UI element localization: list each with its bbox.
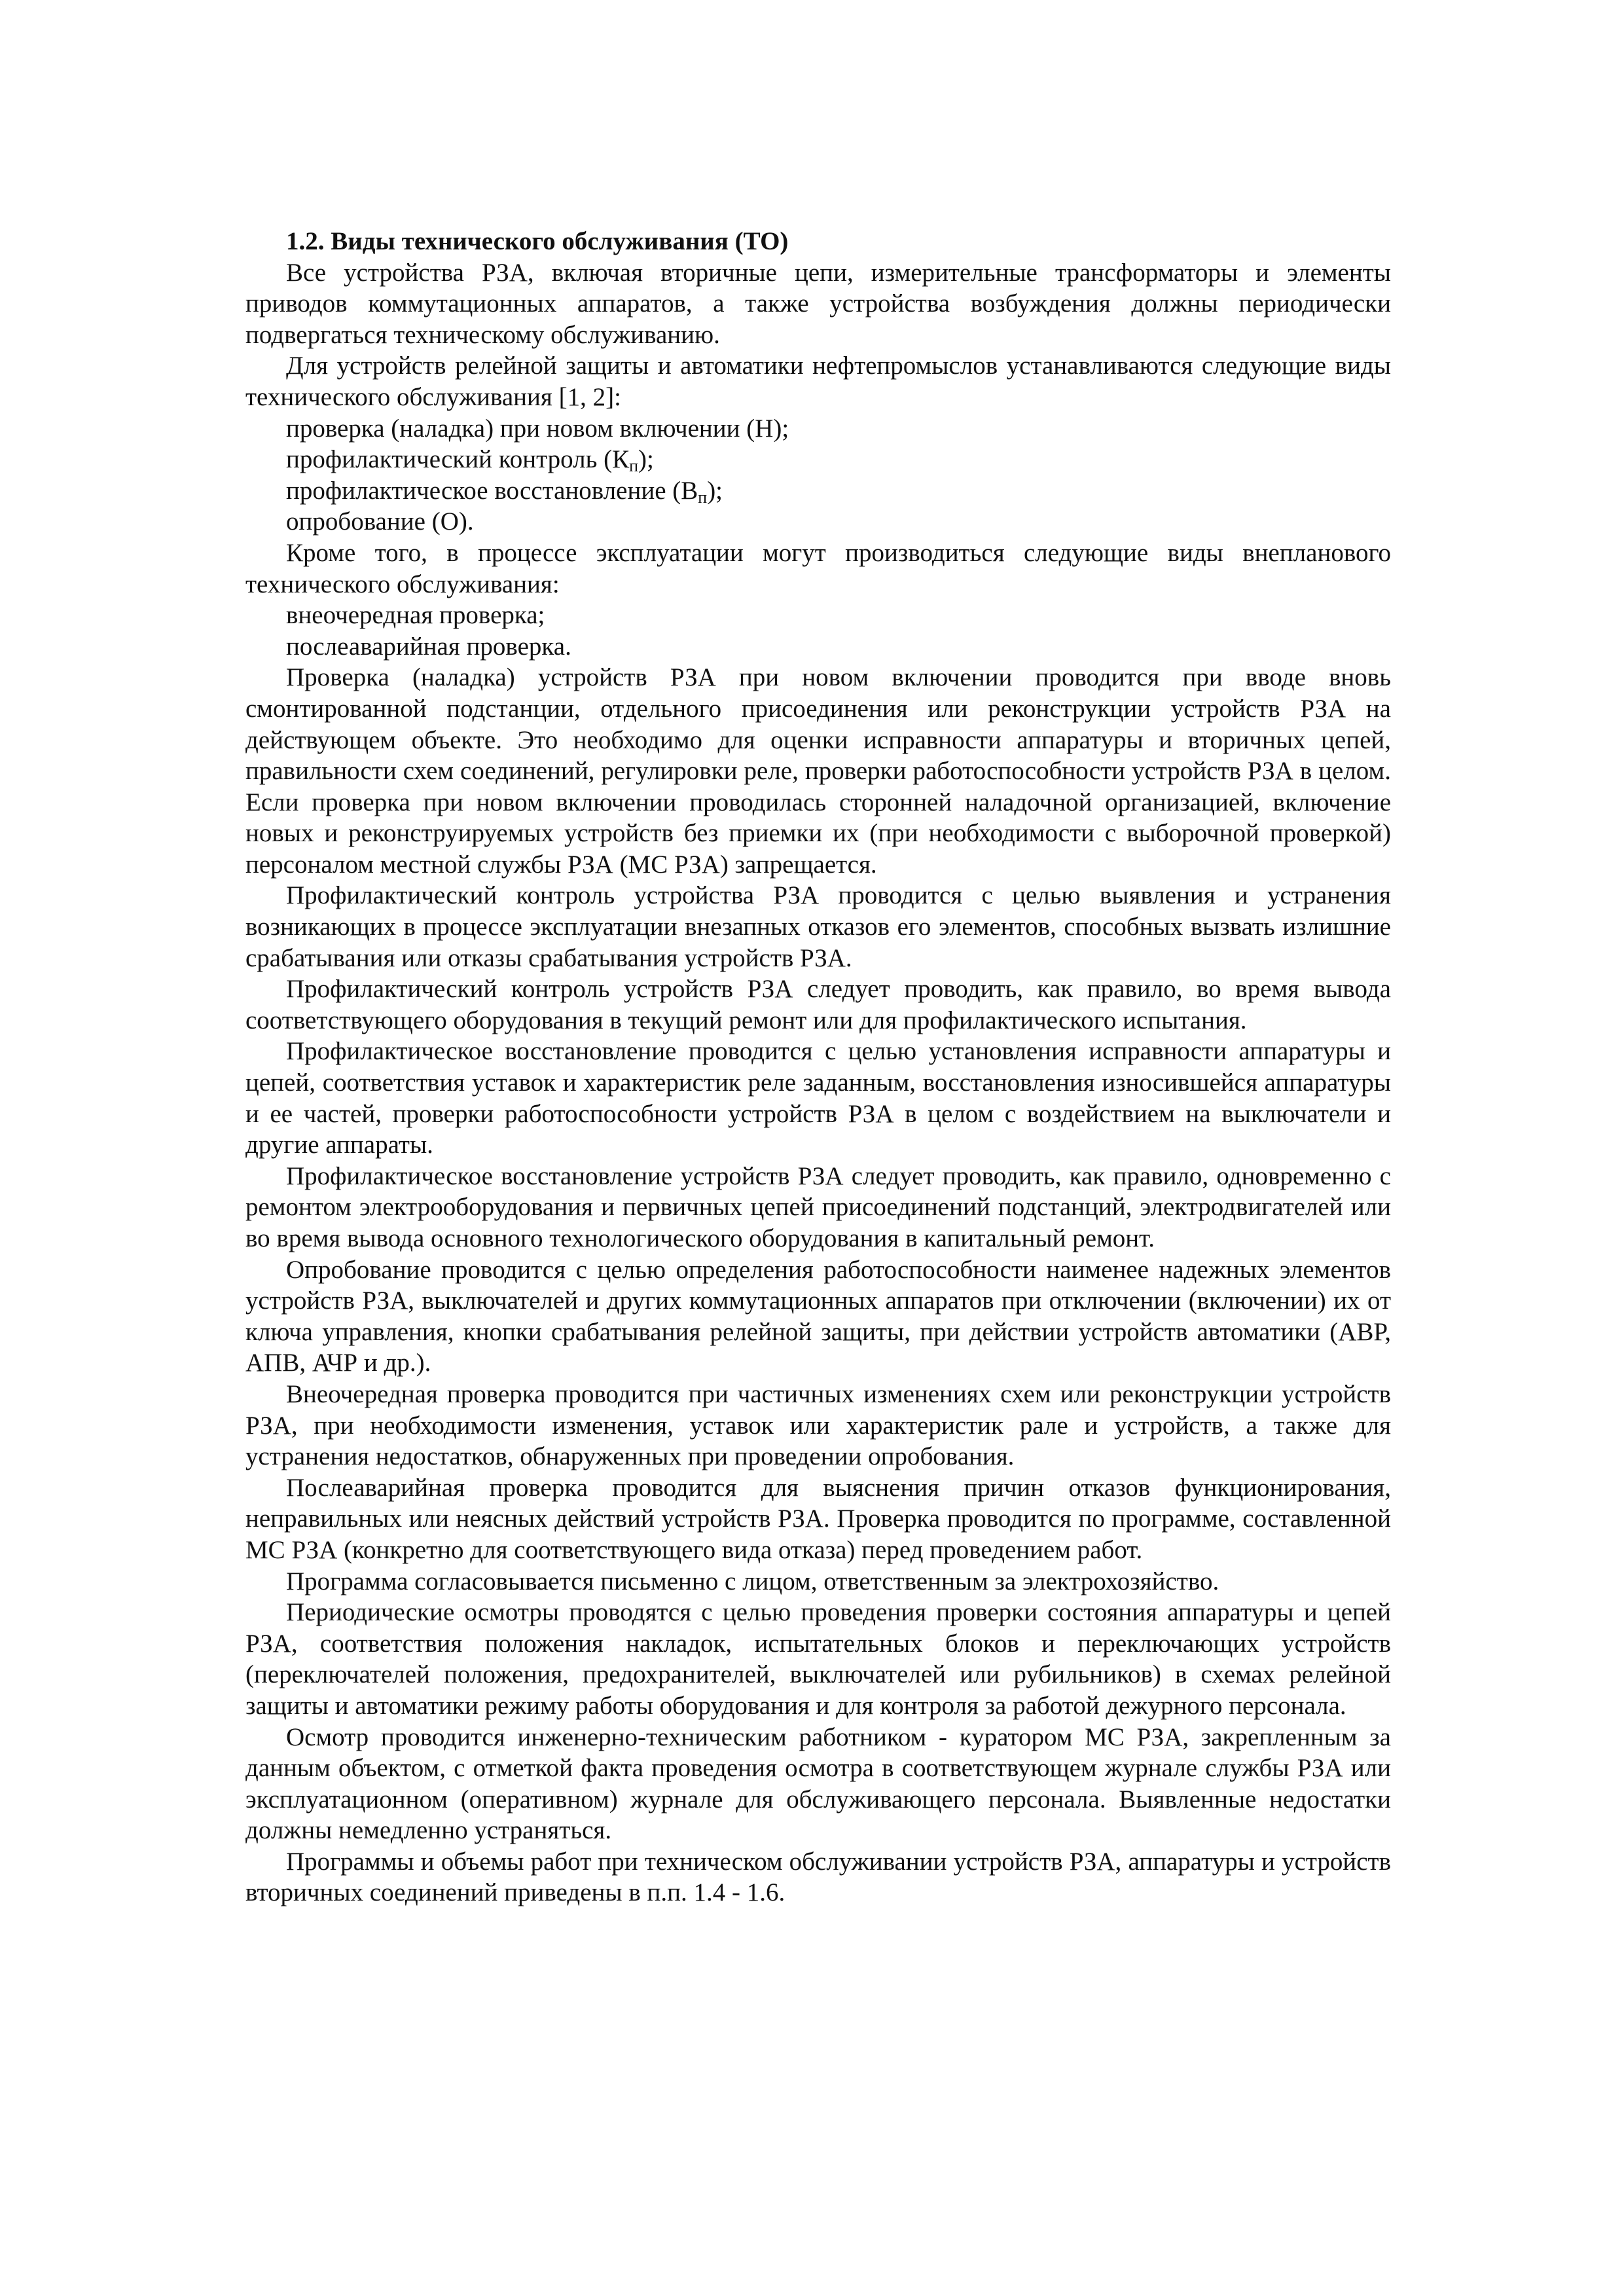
list-item-extraordinary-check: внеочередная проверка; [286, 601, 545, 630]
list-item-new-commissioning: проверка (наладка) при новом включении (Н); [286, 414, 789, 443]
paragraph-work-programs: Программы и объемы работ при техническом обслуживании устройств РЗА, аппаратуры и устройств вторичных соединений приведены в п.п. 1.4 - 1.6. [245, 1847, 1391, 1907]
paragraph-preventive-restoration: Профилактическое восстановление проводится с целью установления исправности аппаратуры и цепей, соответствия уставок и характеристик реле заданным, восстановления износившейся аппаратуры и ее частей, проверки работоспособности устройств РЗА в целом с воздействием на выключатели и другие аппараты. [245, 1037, 1391, 1159]
paragraph-new-commissioning: Проверка (наладка) устройств РЗА при новом включении проводится при вводе вновь смонтированной подстанции, отдельного присоединения или реконструкции устройств РЗА на действующем объекте. Это необходимо для оценки исправности аппаратуры и вторичных цепей, правильности схем соединений, регулировки реле, проверки работоспособности устройств РЗА в целом. Если проверка при новом включении проводилась сторонней наладочной организацией, включение новых и реконструируемых устройств без приемки их (при необходимости с выборочной проверкой) персоналом местной службы РЗА (МС РЗА) запрещается. [245, 663, 1391, 879]
paragraph-post-accident-check: Послеаварийная проверка проводится для выяснения причин отказов функционирования, неправильных или неясных действий устройств РЗА. Проверка проводится по программе, составленной МС РЗА (конкретно для соответствующего вида отказа) перед проведением работ. [245, 1473, 1391, 1564]
paragraph-program-approval: Программа согласовывается письменно с лицом, ответственным за электрохозяйство. [286, 1567, 1219, 1595]
paragraph-preventive-control: Профилактический контроль устройства РЗА проводится с целью выявления и устранения возникающих в процессе эксплуатации внезапных отказов его элементов, способных вызвать излишние срабатывания или отказы срабатывания устройств РЗА. [245, 881, 1391, 972]
list-item-end: ); [638, 445, 654, 474]
list-item-preventive-restoration [245, 475, 1391, 507]
unplanned-intro-paragraph: Кроме того, в процессе эксплуатации могут производиться следующие виды внепланового технического обслуживания: [245, 538, 1391, 598]
intro-paragraph-1: Все устройства РЗА, включая вторичные цепи, измерительные трансформаторы и элементы приводов коммутационных аппаратов, а также устройства возбуждения должны периодически подвергаться техническому обслуживанию. [245, 258, 1391, 349]
list-item-preventive-control [245, 444, 1391, 475]
paragraph-extraordinary-check: Внеочередная проверка проводится при частичных изменениях схем или реконструкции устройств РЗА, при необходимости изменения, уставок или характеристик рале и устройств, а также для устранения недостатков, обнаруженных при проведении опробования. [245, 1379, 1391, 1471]
paragraph-periodic-inspections: Периодические осмотры проводятся с целью проведения проверки состояния аппаратуры и цепей РЗА, соответствия положения накладок, испытательных блоков и переключающих устройств (переключателей положения, предохранителей, выключателей или рубильников) в схемах релейной защиты и автоматики режиму работы оборудования и для контроля за работой дежурного персонала. [245, 1598, 1391, 1720]
section-title: 1.2. Виды технического обслуживания (ТО) [286, 227, 789, 255]
list-item-post-accident-check: послеаварийная проверка. [286, 632, 571, 661]
subscript: п [629, 456, 639, 476]
intro-paragraph-2: Для устройств релейной защиты и автоматики нефтепромыслов устанавливаются следующие виды технического обслуживания [1, 2]: [245, 352, 1391, 411]
paragraph-preventive-restoration-timing: Профилактическое восстановление устройств РЗА следует проводить, как правило, одновременно с ремонтом электрооборудования и первичных цепей присоединений подстанций, электродвигателей или во время вывода основного технологического оборудования в капитальный ремонт. [245, 1161, 1391, 1252]
list-item-testing: опробование (О). [286, 507, 474, 536]
subscript: п [698, 487, 708, 507]
list-item-text: профилактический контроль (К [286, 445, 630, 474]
list-item-end: ); [707, 476, 723, 505]
list-item-text: профилактическое восстановление (В [286, 476, 698, 505]
paragraph-inspection-procedure: Осмотр проводится инженерно-техническим работником - куратором МС РЗА, закрепленным за данным объектом, с отметкой факта проведения осмотра в соответствующем журнале службы РЗА или эксплуатационном (оперативном) журнале для обслуживающего персонала. Выявленные недостатки должны немедленно устраняться. [245, 1722, 1391, 1845]
document-page [245, 226, 1391, 1908]
paragraph-testing: Опробование проводится с целью определения работоспособности наименее надежных элементов устройств РЗА, выключателей и других коммутационных аппаратов при отключении (включении) их от ключа управления, кнопки срабатывания релейной защиты, при действии устройств автоматики (АВР, АПВ, АЧР и др.). [245, 1255, 1391, 1377]
paragraph-preventive-control-timing: Профилактический контроль устройств РЗА следует проводить, как правило, во время вывода соответствующего оборудования в текущий ремонт или для профилактического испытания. [245, 975, 1391, 1034]
